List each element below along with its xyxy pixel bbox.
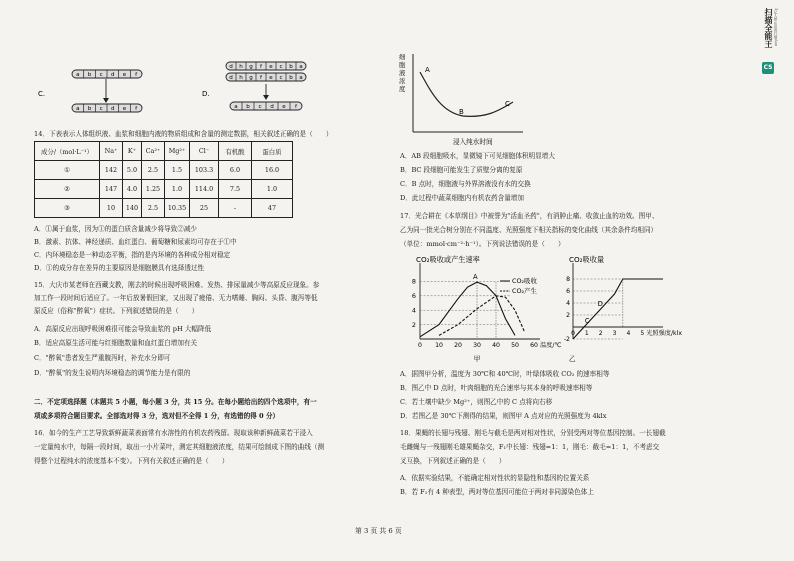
x-tick-label: 0 bbox=[418, 342, 422, 349]
y-tick-label: 8 bbox=[411, 277, 416, 286]
gene-label: a bbox=[299, 64, 303, 71]
legend-entry: CO₂产生 bbox=[512, 287, 537, 296]
q16-option-c: C．B 点时，细胞液与外界溶液没有水的交换 bbox=[400, 180, 531, 188]
q14-table bbox=[34, 141, 293, 218]
chart-jia bbox=[400, 253, 562, 365]
table-cell: 47 bbox=[252, 199, 293, 218]
curve-point-b: B bbox=[459, 108, 464, 116]
table-header: 有机酸 bbox=[219, 142, 252, 161]
x-tick-label: 30 bbox=[473, 342, 481, 349]
table-cell: 142 bbox=[100, 161, 123, 180]
gene-label: a bbox=[76, 72, 80, 79]
watermark-title: 扫描全能王 bbox=[764, 8, 773, 48]
y-tick-label: 8 bbox=[566, 276, 570, 284]
q18-option-b: B．若 F₁有 4 种表型，两对等位基因可能位于两对非同源染色体上 bbox=[400, 488, 594, 496]
q17-line: （单位：mmol·cm⁻²·h⁻¹）。下列说法错误的是（ ） bbox=[400, 240, 565, 248]
x-axis-label: 温度/℃ bbox=[540, 342, 562, 349]
gene-label: b bbox=[87, 106, 92, 113]
table-cell: ② bbox=[35, 180, 100, 199]
y-tick-label: 4 bbox=[566, 300, 570, 308]
q15-option-b: B．适应高原生活可能与红细胞数量和血红蛋白增加有关 bbox=[34, 339, 198, 347]
gene-label: e bbox=[122, 72, 127, 79]
table-cell: 1.25 bbox=[142, 180, 165, 199]
section2-heading: 二．不定项选择题（本题共 5 小题，每小题 3 分，共 15 分。在每小题给出的四个选项中，有一 bbox=[34, 398, 317, 406]
chromosome-d-top2 bbox=[226, 73, 306, 81]
x-tick-label: 4 bbox=[626, 330, 631, 337]
table-cell: 10.35 bbox=[165, 199, 190, 218]
table-row bbox=[35, 161, 293, 180]
table-cell: 2.5 bbox=[142, 199, 165, 218]
gene-label: c bbox=[258, 104, 262, 111]
table-cell: 10 bbox=[100, 199, 123, 218]
y-tick-label: 2 bbox=[411, 320, 416, 329]
x-tick-label: 3 bbox=[612, 330, 617, 337]
curve-ylabel-2: 胞 bbox=[399, 61, 406, 69]
table-row bbox=[35, 142, 293, 161]
q16-line: 16．如今的生产工艺导致新鲜蔬菜表面常有水溶性的有机农药残留。现取该种新鲜蔬菜若干浸入 bbox=[34, 429, 313, 437]
gene-label: e bbox=[282, 104, 286, 111]
table-cell: - bbox=[219, 199, 252, 218]
x-tick-label: 50 bbox=[511, 342, 519, 349]
point-label-c: C bbox=[584, 317, 590, 325]
q15-option-c: C．"醉氧"患者发生严重腹泻时，补充水分即可 bbox=[34, 354, 171, 362]
y-tick-label: 2 bbox=[566, 312, 570, 320]
q17-option-b: B．图乙中 D 点时，叶肉细胞的光合速率与其本身的呼吸速率相等 bbox=[400, 384, 593, 392]
gene-label: b bbox=[289, 75, 293, 82]
gene-label: e bbox=[269, 64, 273, 71]
gene-label: c bbox=[279, 75, 283, 82]
opt-c-label: C. bbox=[38, 90, 46, 98]
q18-line: 叉互换，下列叙述正确的是（ ） bbox=[400, 457, 506, 465]
table-header: Ca²⁺ bbox=[142, 142, 165, 161]
table-cell: ③ bbox=[35, 199, 100, 218]
gene-label: f bbox=[135, 72, 138, 79]
series-line bbox=[420, 282, 515, 337]
table-header: K⁺ bbox=[123, 142, 142, 161]
x-tick-label: 0 bbox=[571, 330, 575, 337]
gene-label: f bbox=[295, 104, 297, 111]
chromosome-c-bottom bbox=[72, 104, 142, 112]
page-footer: 第 3 页 共 6 页 bbox=[355, 527, 402, 535]
cs-logo-icon: CS bbox=[762, 62, 774, 74]
gene-label: d bbox=[111, 72, 115, 79]
legend-entry: CO₂吸收 bbox=[512, 277, 537, 286]
table-header: 蛋白质 bbox=[252, 142, 293, 161]
gene-label: h bbox=[239, 64, 243, 71]
q15-option-d: D．"醉氧"的发生说明内环境稳态的调节能力是有限的 bbox=[34, 369, 191, 377]
table-cell: 25 bbox=[190, 199, 219, 218]
table-cell: 103.3 bbox=[190, 161, 219, 180]
table-row bbox=[35, 199, 293, 218]
gene-label: c bbox=[99, 72, 103, 79]
q16-line: 一定量纯水中，每隔一段时间，取出一小片菜叶，测定其细胞液浓度，结果可绘制成下图的曲线（测 bbox=[34, 443, 325, 451]
q14-stem: 14．下表表示人体组织液、血浆和细胞内液的物质组成和含量的测定数据，相关叙述正确的是（ ） bbox=[34, 130, 333, 138]
gene-label: f bbox=[135, 106, 138, 113]
chromosome-d-top bbox=[226, 62, 306, 70]
table-cell: 147 bbox=[100, 180, 123, 199]
q16-option-a: A．AB 段细胞吸水，显微镜下可见细胞体积明显增大 bbox=[400, 152, 555, 160]
x-tick-label: 60 bbox=[530, 342, 538, 349]
gene-label: a bbox=[234, 104, 238, 111]
x-tick-label: 20 bbox=[454, 342, 462, 349]
q17-line: 乙为同一批光合树分别在不同温度、光照强度下相关指标的变化曲线（其余条件均相同） bbox=[400, 226, 658, 234]
cell-sap-curve bbox=[395, 52, 545, 148]
q14-option-c: C．内环境稳态是一种动态平衡，指的是内环境的各种成分相对稳定 bbox=[34, 251, 231, 259]
x-tick-label: 10 bbox=[435, 342, 443, 349]
gene-label: c bbox=[279, 64, 283, 71]
x-tick-label: 1 bbox=[584, 330, 589, 337]
point-label-a: A bbox=[473, 273, 478, 282]
q14-option-b: B．激素、抗体、神经递质、血红蛋白、葡萄糖和尿素均可存在于①中 bbox=[34, 238, 237, 246]
curve-point-c: C bbox=[505, 100, 510, 108]
chart-yi bbox=[555, 253, 683, 365]
curve-ylabel-3: 液 bbox=[399, 69, 406, 77]
chart-caption: 乙 bbox=[569, 355, 576, 363]
x-tick-label: 40 bbox=[492, 342, 500, 349]
table-cell: 7.5 bbox=[219, 180, 252, 199]
gene-label: e bbox=[122, 106, 127, 113]
y-tick-label: 6 bbox=[411, 292, 416, 300]
gene-label: g bbox=[249, 64, 253, 71]
gene-label: d bbox=[111, 106, 115, 113]
curve-point-a: A bbox=[425, 66, 430, 74]
curve-ylabel-1: 细 bbox=[399, 53, 406, 61]
table-header: 成分/（mol·L⁻¹） bbox=[35, 142, 100, 161]
q17-option-a: A．据图甲分析，温度为 30℃和 40℃时，叶绿体吸收 CO₂ 的速率相等 bbox=[400, 370, 610, 378]
gene-label: f bbox=[260, 64, 262, 71]
x-tick-label: 2 bbox=[598, 330, 603, 337]
x-tick-label: 5 bbox=[640, 330, 645, 337]
curve-xlabel: 浸入纯水时间 bbox=[453, 138, 493, 146]
q17-line: 17．光合耕在《本草纲目》中被誉为"活血圣药"，有消肿止痛、收敛止血的功效。图甲、 bbox=[400, 212, 659, 220]
section2-heading: 项或多项符合题目要求。全部选对得 3 分，选对但不全得 1 分，有选错的得 0 分） bbox=[34, 412, 280, 420]
q16-option-b: B．BC 段细胞可能发生了质壁分离的复原 bbox=[400, 166, 523, 174]
gene-label: d bbox=[229, 75, 233, 82]
table-cell: 2.5 bbox=[142, 161, 165, 180]
opt-d-label: D. bbox=[202, 90, 210, 98]
gene-label: d bbox=[270, 104, 274, 111]
table-cell: 4.0 bbox=[123, 180, 142, 199]
curve-ylabel-5: 度 bbox=[399, 85, 406, 93]
gene-label: g bbox=[249, 75, 253, 82]
scanner-watermark bbox=[760, 6, 782, 76]
gene-label: h bbox=[239, 75, 243, 82]
q17-option-c: C．若土壤中缺少 Mg²⁺，则图乙中的 C 点将向右移 bbox=[400, 398, 553, 406]
table-cell: 6.0 bbox=[219, 161, 252, 180]
chart-caption: 甲 bbox=[473, 355, 481, 363]
gene-label: d bbox=[229, 64, 233, 71]
x-axis-label: 光照强度/klx bbox=[646, 330, 683, 337]
table-cell: 1.5 bbox=[165, 161, 190, 180]
chromosome-c-top bbox=[72, 70, 142, 78]
table-header: Mg²⁺ bbox=[165, 142, 190, 161]
table-cell: 114.0 bbox=[190, 180, 219, 199]
q15-line: 15．大庆市某老师在西藏支教，刚去的时候出现呼吸困难、发热、排尿量减少等高原反应现象。参 bbox=[34, 281, 320, 289]
watermark-sub: 3亿人都在用的扫描App bbox=[774, 8, 778, 47]
q18-line: 毛雌蝇与一残翅刚毛雄果蝇杂交，F₁中长翅：残翅=1：1，刚毛：截毛=1：1，不考虑交 bbox=[400, 443, 660, 451]
table-cell: 140 bbox=[123, 199, 142, 218]
q15-line: 加工作一段时间后适应了。一年后放暑假回家，又出现了疲倦、无力嗜睡、胸闷、头昏、腹泻等低 bbox=[34, 294, 318, 302]
table-header: Cl⁻ bbox=[190, 142, 219, 161]
table-cell: ① bbox=[35, 161, 100, 180]
y-tick-label: -2 bbox=[563, 336, 570, 344]
gene-label: c bbox=[99, 106, 103, 113]
q18-option-a: A．依据实验结果，不能确定相对性状的显隐性和基因的位置关系 bbox=[400, 474, 590, 482]
table-cell: 16.0 bbox=[252, 161, 293, 180]
curve-ylabel-4: 浓 bbox=[399, 77, 406, 85]
table-cell: 1.0 bbox=[165, 180, 190, 199]
q16-option-d: D．此过程中蔬菜细胞内有机农药含量增加 bbox=[400, 194, 524, 202]
gene-label: a bbox=[299, 75, 303, 82]
q14-option-a: A．①属于血浆，因为①的蛋白质含量减少将导致②减少 bbox=[34, 225, 198, 233]
gene-label: a bbox=[76, 106, 80, 113]
q14-option-d: D．①的成分存在差异的主要原因是细胞膜具有选择透过性 bbox=[34, 264, 205, 272]
chromosome-figures bbox=[30, 58, 360, 114]
y-tick-label: 6 bbox=[566, 288, 570, 296]
chromosome-d-bottom bbox=[230, 102, 302, 110]
table-cell: 1.0 bbox=[252, 180, 293, 199]
q17-option-d: D．若图乙是 30℃下测得的结果，则图甲 A 点对应的光照强度为 4klx bbox=[400, 412, 607, 420]
gene-label: b bbox=[289, 64, 293, 71]
y-tick-label: 4 bbox=[411, 306, 416, 315]
gene-label: e bbox=[269, 75, 273, 82]
table-cell: 5.0 bbox=[123, 161, 142, 180]
table-header: Na⁺ bbox=[100, 142, 123, 161]
q15-option-a: A．高原反应出现呼吸困难很可能会导致血浆的 pH 大幅降低 bbox=[34, 325, 212, 333]
chart-title: CO₂吸收或产生速率 bbox=[416, 255, 480, 264]
gene-label: f bbox=[260, 75, 262, 82]
gene-label: b bbox=[246, 104, 250, 111]
gene-label: b bbox=[87, 72, 92, 79]
chart-title: CO₂吸收量 bbox=[569, 255, 605, 264]
q16-line: 得整个过程纯水的浓度基本不变）。下列有关叙述正确的是（ ） bbox=[34, 457, 229, 465]
q15-line: 原反应（俗称"醉氧"）症状。下列叙述错误的是（ ） bbox=[34, 307, 199, 315]
table-row bbox=[35, 180, 293, 199]
point-label-d: D bbox=[597, 300, 603, 308]
q18-line: 18．果蝇的长翅与残翅、刚毛与截毛是两对相对性状，分别受两对等位基因控制。一长翅截 bbox=[400, 429, 666, 437]
